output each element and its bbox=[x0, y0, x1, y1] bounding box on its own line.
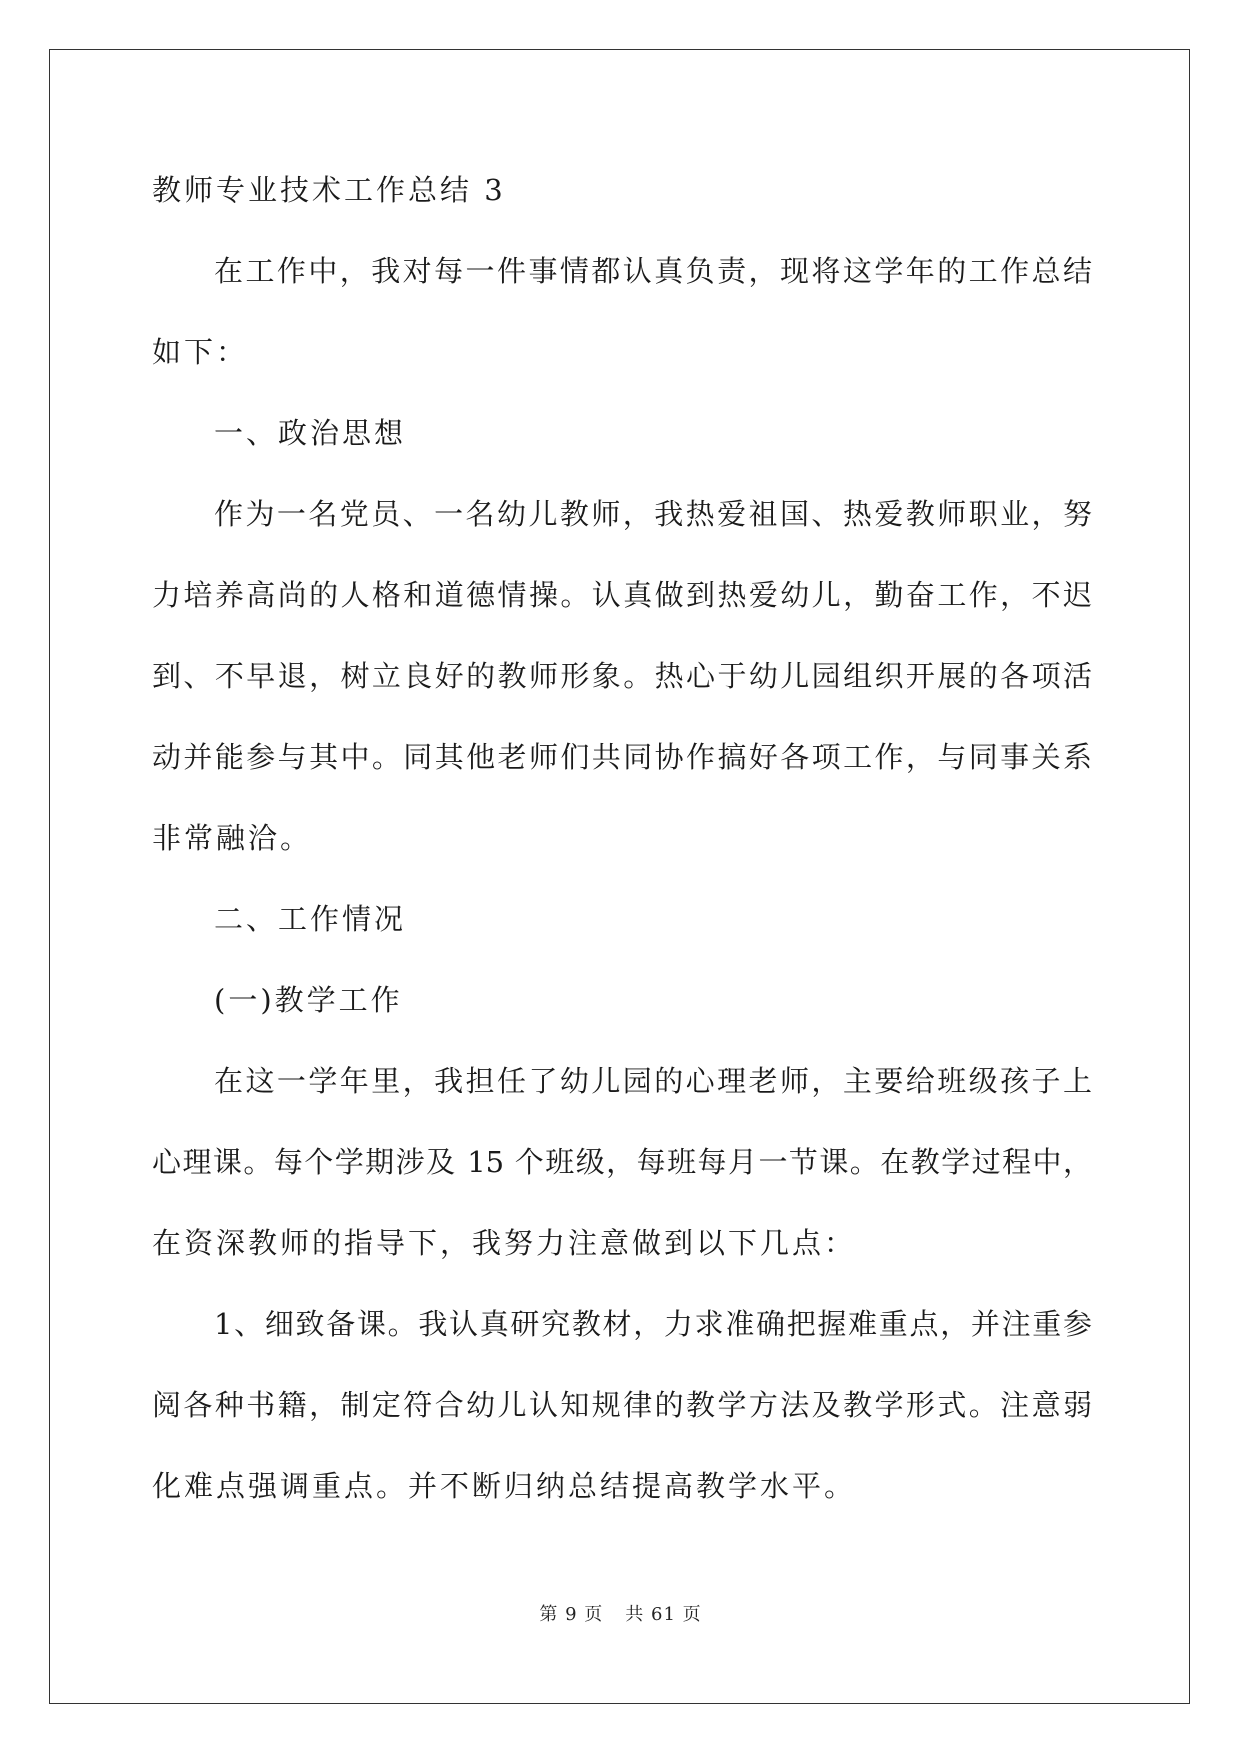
paragraph-line: 作为一名党员、一名幼儿教师，我热爱祖国、热爱教师职业，努 bbox=[214, 497, 1092, 531]
section-heading: 二、工作情况 bbox=[214, 902, 407, 936]
paragraph-line: 非常融洽。 bbox=[152, 821, 313, 855]
paragraph-line: 如下： bbox=[152, 335, 249, 369]
paragraph-line: 在这一学年里，我担任了幼儿园的心理老师，主要给班级孩子上 bbox=[214, 1064, 1092, 1098]
paragraph-line: 1、细致备课。我认真研究教材，力求准确把握难重点，并注重参 bbox=[214, 1307, 1092, 1341]
paragraph-line: 在工作中，我对每一件事情都认真负责，现将这学年的工作总结 bbox=[214, 254, 1092, 288]
page-number-total: 共 61 页 bbox=[625, 1604, 702, 1625]
document-title: 教师专业技术工作总结 3 bbox=[152, 173, 506, 207]
paragraph-line: 在资深教师的指导下，我努力注意做到以下几点： bbox=[152, 1226, 857, 1260]
paragraph-line: 化难点强调重点。并不断归纳总结提高教学水平。 bbox=[152, 1469, 857, 1503]
page-number-current: 第 9 页 bbox=[539, 1604, 604, 1625]
paragraph-line: 到、不早退，树立良好的教师形象。热心于幼儿园组织开展的各项活 bbox=[152, 659, 1092, 693]
paragraph-line: 心理课。每个学期涉及 15 个班级，每班每月一节课。在教学过程中， bbox=[152, 1145, 1092, 1179]
page-footer bbox=[0, 1600, 1241, 1626]
paragraph-line: 动并能参与其中。同其他老师们共同协作搞好各项工作，与同事关系 bbox=[152, 740, 1092, 774]
section-heading: 一、政治思想 bbox=[214, 416, 407, 450]
paragraph-line: 力培养高尚的人格和道德情操。认真做到热爱幼儿，勤奋工作，不迟 bbox=[152, 578, 1092, 612]
paragraph-line: 阅各种书籍，制定符合幼儿认知规律的教学方法及教学形式。注意弱 bbox=[152, 1388, 1092, 1422]
subsection-heading: (一)教学工作 bbox=[214, 983, 403, 1017]
document-body bbox=[152, 158, 1102, 1527]
